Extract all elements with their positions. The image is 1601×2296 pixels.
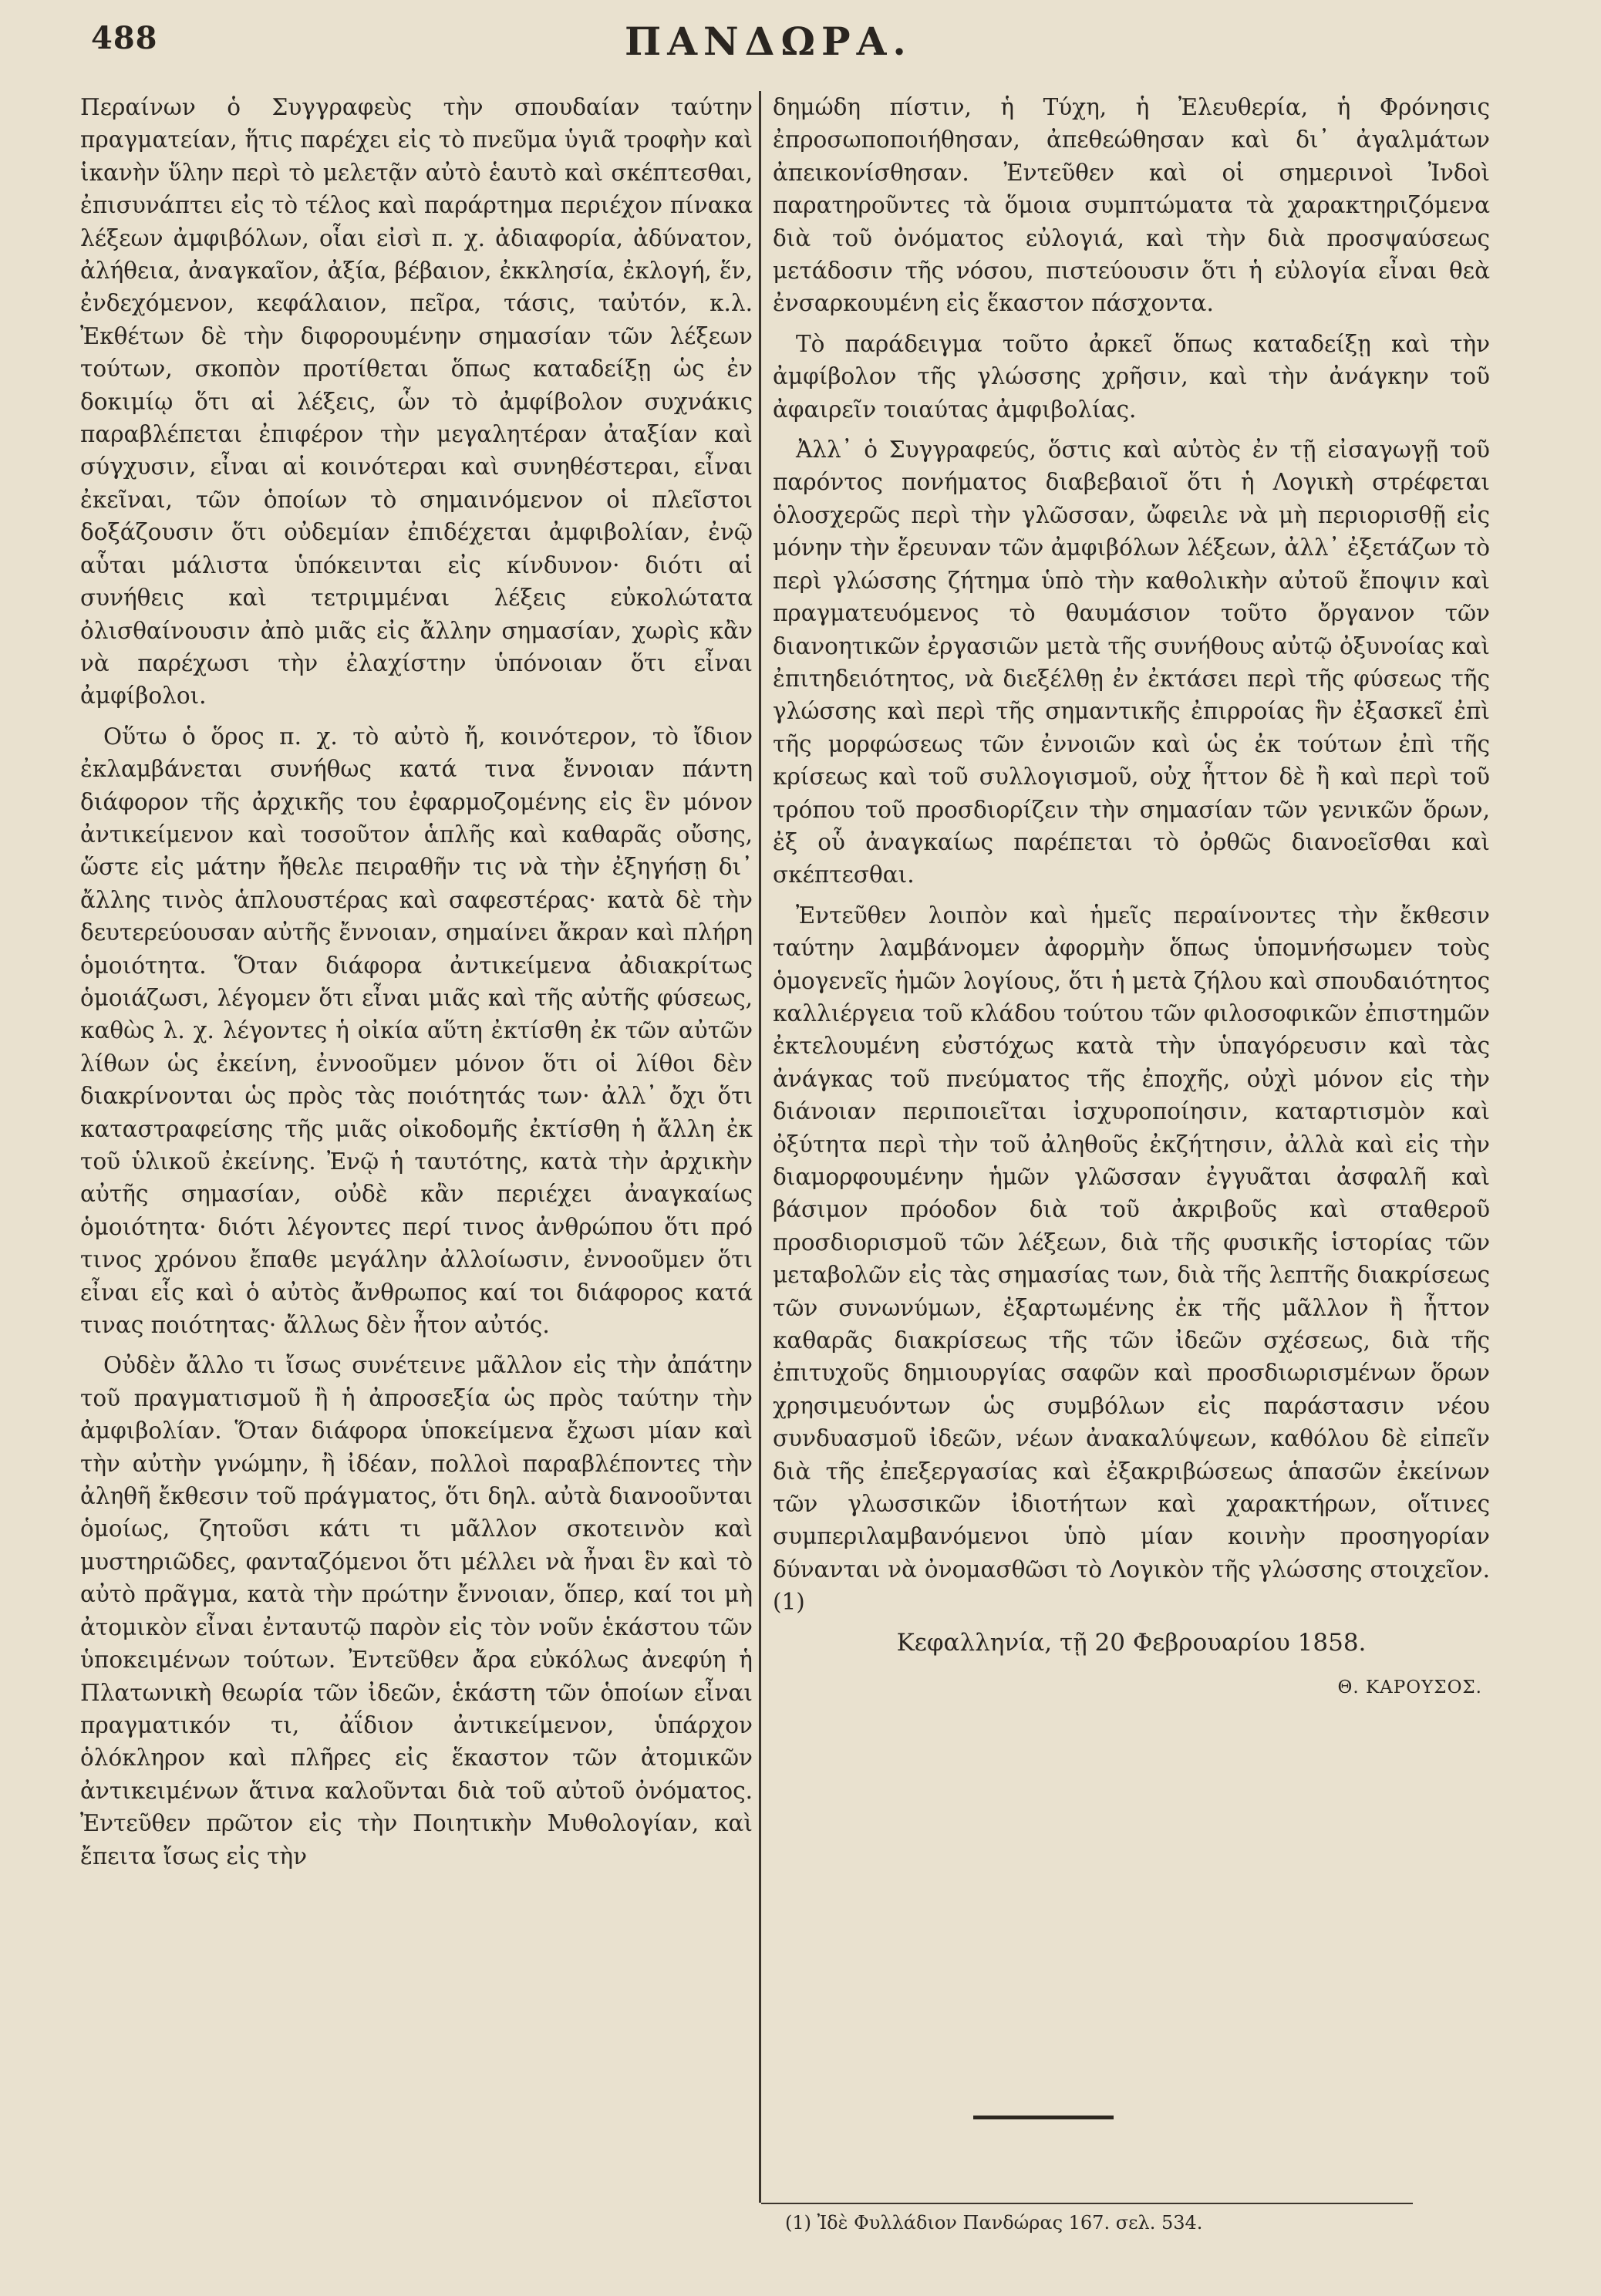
left-column [80, 91, 753, 1873]
author-signature: Θ. ΚΑΡΟΥΣΟΣ. [1337, 1677, 1482, 1698]
running-title: ΠΑΝΔΩΡΑ. [625, 19, 912, 64]
footnote: (1) Ἰδὲ Φυλλάδιον Πανδώρας 167. σελ. 534. [785, 2212, 1203, 2234]
right-column [773, 91, 1490, 1704]
dateline: Κεφαλληνία, τῇ 20 Φεβρουαρίου 1858. [896, 1628, 1367, 1657]
right-paragraph: Ἐντεῦθεν λοιπὸν καὶ ἡμεῖς περαίνοντες τὴν ἔκθεσιν ταύτην λαμβάνομεν ἀφορμὴν ὅπως ὑπομνήσωμεν τοὺς ὁμογενεῖς ἡμῶν λογίους, ὅτι ἡ μετὰ ζήλου καὶ σπουδαιότητος καλλιέργεια τοῦ κλάδου τούτου τῶν φιλοσοφικῶν ἐπιστημῶν ἐκτελουμένη εὐστόχως κατὰ τὴν ὑπαγόρευσιν καὶ τὰς ἀνάγκας τοῦ πνεύματος τῆς ἐποχῆς, οὐχὶ μόνον εἰς τὴν διάνοιαν περιποιεῖται ἰσχυροποίησιν, καταρτισμὸν καὶ ὀξύτητα περὶ τὴν τοῦ ἀληθοῦς ἐκζήτησιν, ἀλλὰ καὶ εἰς τὴν διαμορφουμένην ἡμῶν γλῶσσαν ἐγγυᾶται ἀσφαλῆ καὶ βάσιμον πρόοδον διὰ τοῦ ἀκριβοῦς καὶ σταθεροῦ προσδιορισμοῦ τῶν λέξεων, διὰ τῆς φυσικῆς ἱστορίας τῶν μεταβολῶν εἰς τὰς σημασίας των, διὰ τῆς λεπτῆς διακρίσεως τῶν συνωνύμων, ἐξαρτωμένης ἐκ τῆς μᾶλλον ἢ ἧττον καθαρᾶς διακρίσεως τῆς τῶν ἰδεῶν σχέσεως, διὰ τῆς ἐπιτυχοῦς δημιουργίας σαφῶν καὶ προσδιωρισμένων ὅρων χρησιμευόντων ὡς συμβόλων εἰς παράστασιν νέου συνδυασμοῦ ἰδεῶν, νέων ἀνακαλύψεων, καθόλου δὲ εἰπεῖν διὰ τῆς ἐπεξεργασίας καὶ ἐξακριβώσεως ἁπασῶν ἐκείνων τῶν γλωσσικῶν ἰδιοτήτων καὶ χαρακτήρων, οἵτινες συμπεριλαμβανόμενοι ὑπὸ μίαν κοινὴν προσηγορίαν δύνανται νὰ ὀνομασθῶσι τὸ Λογικὸν τῆς γλώσσης στοιχεῖον. (1) [773, 902, 1490, 1616]
column-divider [759, 91, 761, 2203]
right-paragraph: Ἀλλ᾽ ὁ Συγγραφεύς, ὅστις καὶ αὐτὸς ἐν τῇ εἰσαγωγῇ τοῦ παρόντος πονήματος διαβεβαιοῖ ὅτι ἡ Λογικὴ στρέφεται ὁλοσχερῶς περὶ τὴν γλῶσσαν, ὤφειλε νὰ μὴ περιορισθῇ εἰς μόνην τὴν ἔρευναν τῶν ἀμφιβόλων λέξεων, ἀλλ᾽ ἐξετάζων τὸ περὶ γλώσσης ζήτημα ὑπὸ τὴν καθολικὴν αὐτοῦ ἔποψιν καὶ πραγματευόμενος τὸ θαυμάσιον τοῦτο ὄργανον τῶν διανοητικῶν ἐργασιῶν μετὰ τῆς συνήθους αὐτῷ ὀξυνοίας καὶ ἐπιτηδειότητος, νὰ διεξέλθῃ ἐν ἐκτάσει περὶ τῆς φύσεως τῆς γλώσσης καὶ περὶ τῆς σημαντικῆς ἐπιρροίας ἣν ἐξασκεῖ ἐπὶ τῆς μορφώσεως τῶν ἐννοιῶν καὶ ὡς ἐκ τούτων ἐπὶ τῆς κρίσεως καὶ τοῦ συλλογισμοῦ, οὐχ ἧττον δὲ ἢ καὶ περὶ τοῦ τρόπου τοῦ προσδιορίζειν τὴν σημασίαν τῶν γενικῶν ὅρων, ἐξ οὗ ἀναγκαίως παρέπεται τὸ ὀρθῶς διανοεῖσθαι καὶ σκέπτεσθαι. [773, 437, 1490, 888]
end-rule [973, 2116, 1114, 2119]
page-number: 488 [91, 20, 158, 56]
footnote-rule [761, 2203, 1413, 2204]
left-paragraph: Οὕτω ὁ ὅρος π. χ. τὸ αὐτὸ ἤ, κοινότερον, τὸ ἴδιον ἐκλαμβάνεται συνήθως κατά τινα ἔννοιαν πάντη διάφορον τῆς ἀρχικῆς του ἐφαρμοζομένης εἰς ἓν μόνον ἀντικείμενον καὶ τοσοῦτον ἁπλῆς καὶ καθαρᾶς οὔσης, ὥστε εἰς μάτην ἤθελε πειραθῆν τις νὰ τὴν ἐξηγήσῃ δι᾽ ἄλλης τινὸς ἁπλουστέρας καὶ σαφεστέρας· κατὰ δὲ τὴν δευτερεύουσαν αὐτῆς ἔννοιαν, σημαίνει ἄκραν καὶ πλήρη ὁμοιότητα. Ὅταν διάφορα ἀντικείμενα ἀδιακρίτως ὁμοιάζωσι, λέγομεν ὅτι εἶναι μιᾶς καὶ τῆς αὐτῆς φύσεως, καθὼς λ. χ. λέγοντες ἡ οἰκία αὕτη ἐκτίσθη ἐκ τῶν αὐτῶν λίθων ὡς ἐκείνη, ἐννοοῦμεν μόνον ὅτι οἱ λίθοι δὲν διακρίνονται ὡς πρὸς τὰς ποιότητάς των· ἀλλ᾽ ὄχι ὅτι καταστραφείσης τῆς μιᾶς οἰκοδομῆς ἐκτίσθη ἡ ἄλλη ἐκ τοῦ ὑλικοῦ ἐκείνης. Ἐνῷ ἡ ταυτότης, κατὰ τὴν ἀρχικὴν αὐτῆς σημασίαν, οὐδὲ κἂν περιέχει ἀναγκαίως ὁμοιότητα· διότι λέγοντες περί τινος ἀνθρώπου ὅτι πρό τινος χρόνου ἔπαθε μεγάλην ἀλλοίωσιν, ἐννοοῦμεν ὅτι εἶναι εἷς καὶ ὁ αὐτὸς ἄνθρωπος καί τοι διάφορος κατά τινας ποιότητας· ἄλλως δὲν ἦτον αὐτός. [80, 723, 753, 1339]
right-paragraph: Τὸ παράδειγμα τοῦτο ἀρκεῖ ὅπως καταδείξῃ καὶ τὴν ἀμφίβολον τῆς γλώσσης χρῆσιν, καὶ τὴν ἀνάγκην τοῦ ἀφαιρεῖν τοιαύτας ἀμφιβολίας. [773, 330, 1490, 423]
left-paragraph: Περαίνων ὁ Συγγραφεὺς τὴν σπουδαίαν ταύτην πραγματείαν, ἥτις παρέχει εἰς τὸ πνεῦμα ὑγιᾶ τροφὴν καὶ ἱκανὴν ὕλην περὶ τὸ μελετᾷν αὐτὸ ἑαυτὸ καὶ σκέπτεσθαι, ἐπισυνάπτει εἰς τὸ τέλος καὶ παράρτημα περιέχον πίνακα λέξεων ἀμφιβόλων, οἷαι εἰσὶ π. χ. ἀδιαφορία, ἀδύνατον, ἀλήθεια, ἀναγκαῖον, ἀξία, βέβαιον, ἐκκλησία, ἐκλογή, ἕν, ἐνδεχόμενον, κεφάλαιον, πεῖρα, τάσις, ταὐτόν, κ.λ. Ἐκθέτων δὲ τὴν διφορουμένην σημασίαν τῶν λέξεων τούτων, σκοπὸν προτίθεται ὅπως καταδείξῃ ὡς ἐν δοκιμίῳ ὅτι αἱ λέξεις, ὧν τὸ ἀμφίβολον συχνάκις παραβλέπεται ἐπιφέρον τὴν μεγαλητέραν ἀταξίαν καὶ σύγχυσιν, εἶναι αἱ κοινότεραι καὶ συνηθέστεραι, εἶναι ἐκεῖναι, τῶν ὁποίων τὸ σημαινόμενον οἱ πλεῖστοι δοξάζουσιν ὅτι οὐδεμίαν ἐπιδέχεται ἀμφιβολίαν, ἐνῷ αὗται μάλιστα ὑπόκεινται εἰς κίνδυνον· διότι αἱ συνήθεις καὶ τετριμμέναι λέξεις εὐκολώτατα ὀλισθαίνουσιν ἀπὸ μιᾶς εἰς ἄλλην σημασίαν, χωρὶς κἂν νὰ παρέχωσι τὴν ἐλαχίστην ὑπόνοιαν ὅτι εἶναι ἀμφίβολοι. [80, 94, 753, 710]
right-paragraph: δημώδη πίστιν, ἡ Τύχη, ἡ Ἐλευθερία, ἡ Φρόνησις ἐπροσωποποιήθησαν, ἀπεθεώθησαν καὶ δι᾽ ἀγαλμάτων ἀπεικονίσθησαν. Ἐντεῦθεν καὶ οἱ σημερινοὶ Ἰνδοὶ παρατηροῦντες τὰ ὅμοια συμπτώματα τὰ χαρακτηριζόμενα διὰ τοῦ ὀνόματος εὐλογιά, καὶ τὴν διὰ προσψαύσεως μετάδοσιν τῆς νόσου, πιστεύουσιν ὅτι ἡ εὐλογία εἶναι θεὰ ἐνσαρκουμένη εἰς ἕκαστον πάσχοντα. [773, 94, 1490, 317]
left-paragraph: Οὐδὲν ἄλλο τι ἴσως συνέτεινε μᾶλλον εἰς τὴν ἀπάτην τοῦ πραγματισμοῦ ἢ ἡ ἀπροσεξία ὡς πρὸς ταύτην τὴν ἀμφιβολίαν. Ὅταν διάφορα ὑποκείμενα ἔχωσι μίαν καὶ τὴν αὐτὴν γνώμην, ἢ ἰδέαν, πολλοὶ παραβλέποντες τὴν ἀληθῆ ἔκθεσιν τοῦ πράγματος, ὅτι δηλ. αὐτὰ διανοοῦνται ὁμοίως, ζητοῦσι κάτι τι μᾶλλον σκοτεινὸν καὶ μυστηριῶδες, φανταζόμενοι ὅτι μέλλει νὰ ἦναι ἓν καὶ τὸ αὐτὸ πρᾶγμα, κατὰ τὴν πρώτην ἔννοιαν, ὅπερ, καί τοι μὴ ἀτομικὸν εἶναι ἐνταυτῷ παρὸν εἰς τὸν νοῦν ἑκάστου τῶν ὑποκειμένων τούτων. Ἐντεῦθεν ἄρα εὐκόλως ἀνεφύη ἡ Πλατωνικὴ θεωρία τῶν ἰδεῶν, ἑκάστη τῶν ὁποίων εἶναι πραγματικόν τι, ἀΐδιον ἀντικείμενον, ὑπάρχον ὁλόκληρον καὶ πλῆρες εἰς ἕκαστον τῶν ἀτομικῶν ἀντικειμένων ἅτινα καλοῦνται διὰ τοῦ αὐτοῦ ὀνόματος. Ἐντεῦθεν πρῶτον εἰς τὴν Ποιητικὴν Μυθολογίαν, καὶ ἔπειτα ἴσως εἰς τὴν [80, 1352, 753, 1870]
